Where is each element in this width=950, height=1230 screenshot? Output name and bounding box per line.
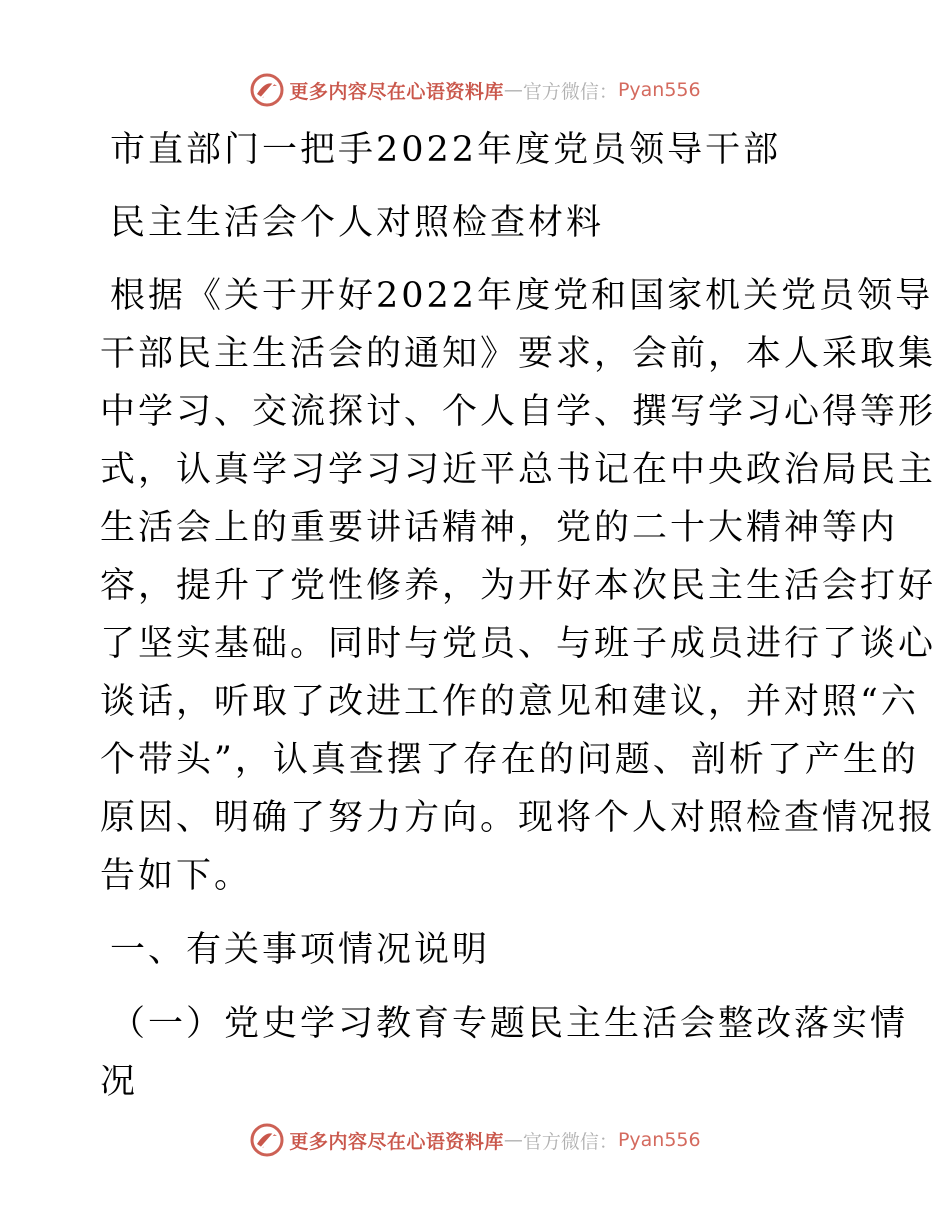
body-line: 谈话，听取了改进工作的意见和建议，并对照“六 [100, 682, 919, 722]
document-title-line-1: 市直部门一把手2022年度党员领导干部 [110, 130, 782, 170]
document-title-line-2: 民主生活会个人对照检查材料 [110, 203, 605, 243]
body-line: 告如下。 [100, 856, 253, 896]
watermark-wechat-label: 官方微信： [522, 80, 618, 103]
subsection-heading-line-2: 况 [100, 1062, 139, 1102]
body-line: 原因、明确了努力方向。现将个人对照检查情况报 [100, 798, 937, 838]
watermark-dash: — [503, 1129, 523, 1151]
watermark-wechat-id: Pyan556 [617, 1129, 701, 1151]
subsection-heading-line-1: （一）党史学习教育专题民主生活会整改落实情 [110, 1004, 909, 1044]
watermark-banner-bottom [0, 1120, 950, 1160]
watermark-banner-top [0, 70, 950, 110]
body-line: 干部民主生活会的通知》要求，会前，本人采取集 [100, 334, 937, 374]
body-line: 根据《关于开好2022年度党和国家机关党员领导 [110, 276, 934, 316]
body-line: 生活会上的重要讲话精神，党的二十大精神等内 [100, 508, 899, 548]
swirl-logo-icon [249, 72, 285, 108]
body-line: 容，提升了党性修养，为开好本次民主生活会打好 [100, 566, 937, 606]
body-line: 了坚实基础。同时与党员、与班子成员进行了谈心 [100, 624, 937, 664]
watermark-wechat-label: 官方微信： [522, 1130, 618, 1153]
swirl-logo-icon [249, 1122, 285, 1158]
watermark-text: 更多内容尽在心语资料库 [289, 1130, 504, 1153]
body-line: 个带头”，认真查摆了存在的问题、剖析了产生的 [100, 740, 919, 780]
watermark-text: 更多内容尽在心语资料库 [289, 80, 504, 103]
watermark-wechat-id: Pyan556 [617, 79, 701, 101]
section-heading: 一、有关事项情况说明 [110, 930, 491, 970]
body-line: 中学习、交流探讨、个人自学、撰写学习心得等形 [100, 392, 937, 432]
watermark-dash: — [503, 79, 523, 101]
body-line: 式，认真学习学习习近平总书记在中央政治局民主 [100, 450, 937, 490]
